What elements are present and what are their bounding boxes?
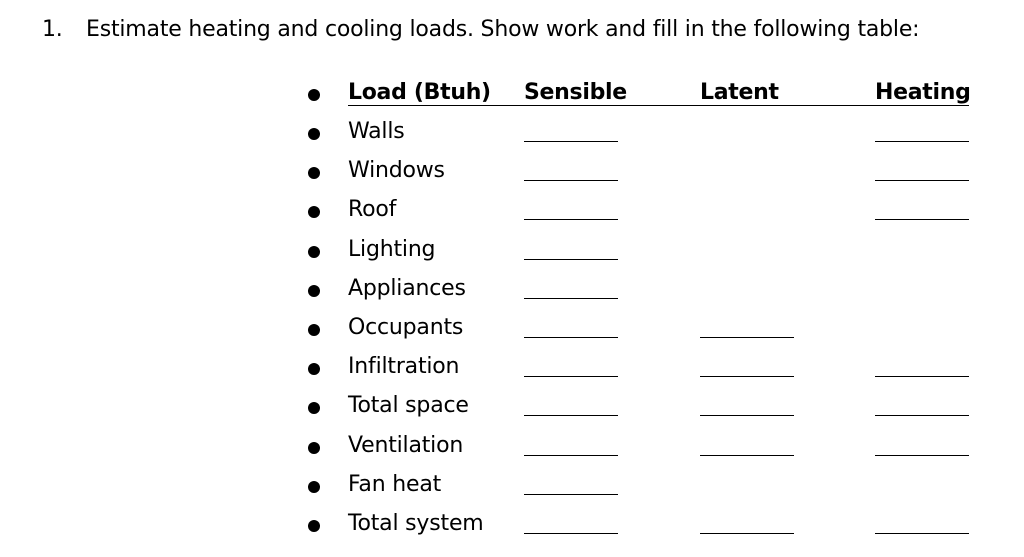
sensible-blank[interactable] — [524, 533, 618, 534]
latent-blank[interactable] — [700, 455, 794, 456]
header-heating: Heating — [875, 80, 971, 105]
header-row — [0, 76, 1024, 115]
heating-blank[interactable] — [875, 376, 969, 377]
bullet-icon — [308, 246, 320, 258]
bullet-icon — [308, 481, 320, 493]
sensible-blank[interactable] — [524, 415, 618, 416]
sensible-blank[interactable] — [524, 141, 618, 142]
header-load: Load (Btuh) — [348, 80, 491, 105]
bullet-icon — [308, 89, 320, 101]
question-text: Estimate heating and cooling loads. Show work and fill in the following table: — [86, 17, 920, 42]
table-row — [0, 154, 1024, 193]
sensible-blank[interactable] — [524, 494, 618, 495]
row-label: Ventilation — [348, 432, 464, 458]
table-row — [0, 507, 1024, 546]
bullet-icon — [308, 363, 320, 375]
table-row — [0, 311, 1024, 350]
row-label: Walls — [348, 119, 405, 144]
row-label: Appliances — [348, 275, 466, 301]
table-row — [0, 272, 1024, 311]
sensible-blank[interactable] — [524, 259, 618, 260]
row-label: Windows — [348, 158, 445, 184]
table-row — [0, 233, 1024, 272]
heating-blank[interactable] — [875, 141, 969, 142]
sensible-blank[interactable] — [524, 298, 618, 299]
sensible-blank[interactable] — [524, 219, 618, 220]
header-underline — [348, 105, 969, 106]
bullet-icon — [308, 128, 320, 140]
heating-blank[interactable] — [875, 455, 969, 456]
bullet-icon — [308, 324, 320, 336]
latent-blank[interactable] — [700, 337, 794, 338]
latent-blank[interactable] — [700, 415, 794, 416]
bullet-icon — [308, 402, 320, 414]
latent-blank[interactable] — [700, 376, 794, 377]
table-row — [0, 389, 1024, 428]
table-row — [0, 350, 1024, 389]
sensible-blank[interactable] — [524, 180, 618, 181]
row-label: Total system — [348, 511, 484, 536]
sensible-blank[interactable] — [524, 455, 618, 456]
bullet-icon — [308, 285, 320, 297]
row-label: Fan heat — [348, 471, 442, 497]
table-row — [0, 193, 1024, 232]
row-label: Occupants — [348, 315, 464, 340]
heating-blank[interactable] — [875, 219, 969, 220]
table-row — [0, 468, 1024, 507]
header-sensible: Sensible — [524, 80, 627, 105]
bullet-icon — [308, 206, 320, 218]
bullet-icon — [308, 167, 320, 179]
heating-blank[interactable] — [875, 415, 969, 416]
row-label: Roof — [348, 197, 397, 223]
table-row — [0, 115, 1024, 154]
header-latent: Latent — [700, 80, 779, 105]
question-number: 1. — [42, 17, 63, 42]
bullet-icon — [308, 442, 320, 454]
row-label: Infiltration — [348, 354, 460, 380]
row-label: Total space — [348, 393, 469, 419]
latent-blank[interactable] — [700, 533, 794, 534]
heating-blank[interactable] — [875, 533, 969, 534]
row-label: Lighting — [348, 236, 436, 262]
bullet-icon — [308, 520, 320, 532]
heating-blank[interactable] — [875, 180, 969, 181]
sensible-blank[interactable] — [524, 376, 618, 377]
sensible-blank[interactable] — [524, 337, 618, 338]
table-row — [0, 429, 1024, 468]
